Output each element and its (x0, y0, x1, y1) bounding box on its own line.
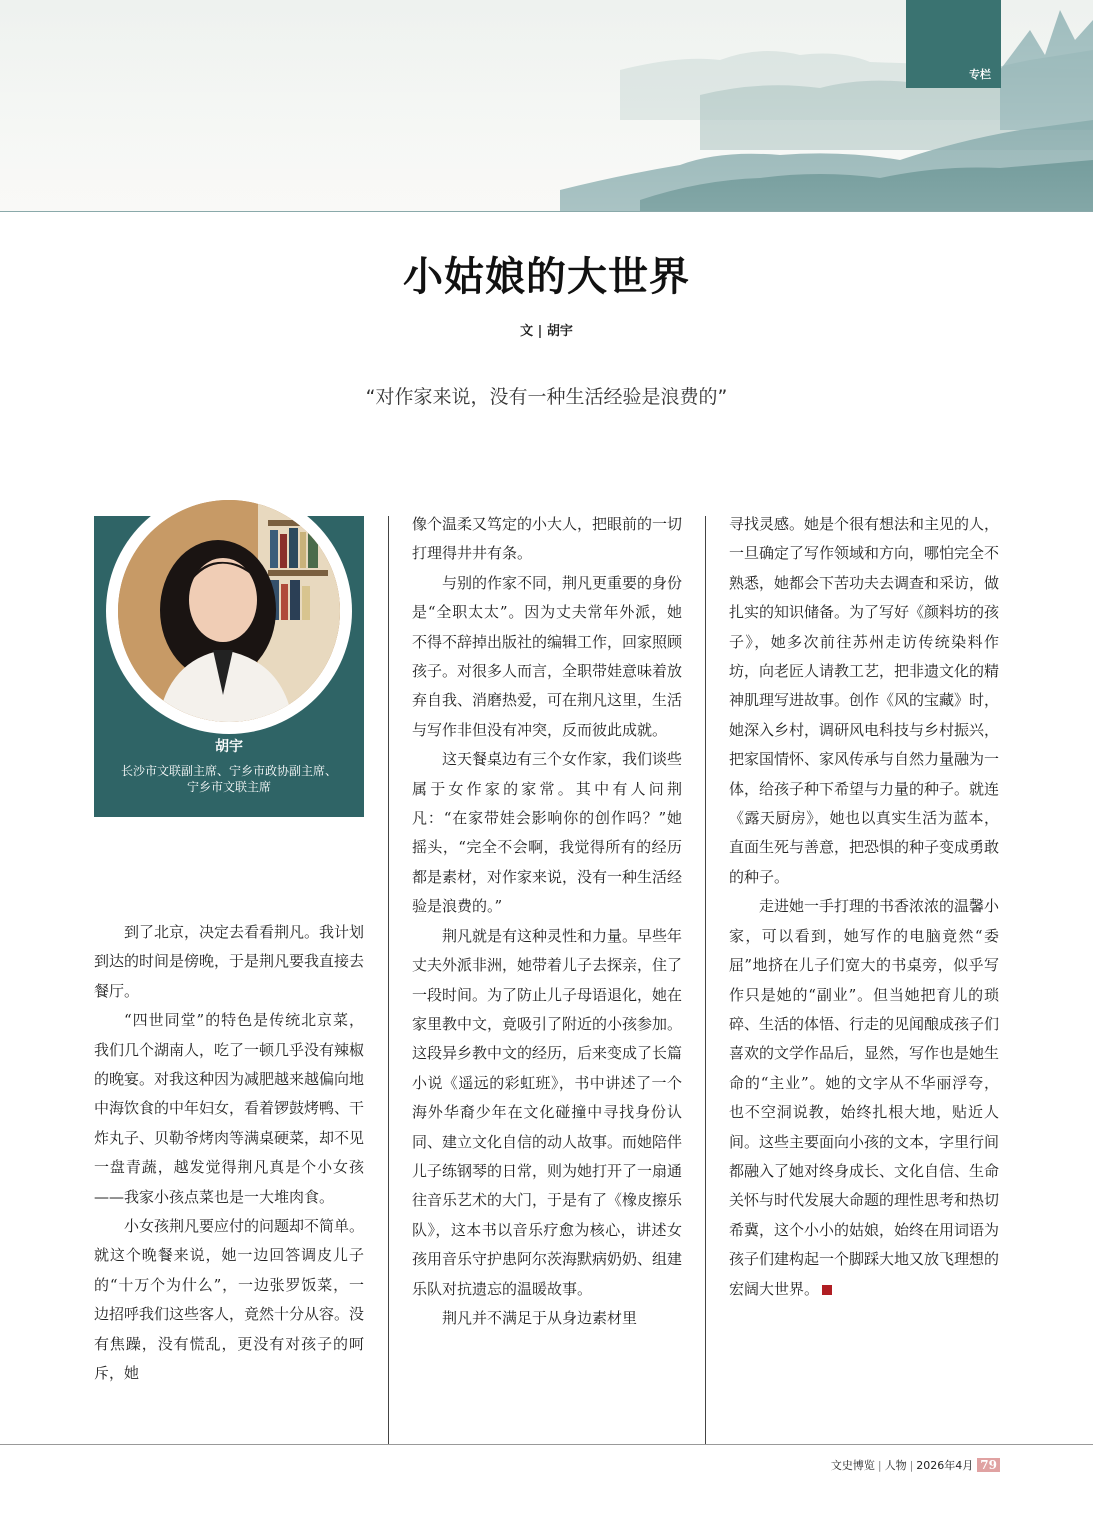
column-divider (705, 516, 706, 1444)
end-mark-icon (822, 1285, 832, 1295)
issue-date: 2026年4月 (916, 1459, 974, 1472)
paragraph: 到了北京，决定去看看荆凡。我计划到达的时间是傍晚，于是荆凡要我直接去餐厅。 (94, 923, 365, 1000)
pull-quote: “对作家来说，没有一种生活经验是浪费的” (365, 386, 728, 408)
paragraph: 荆凡并不满足于从身边素材里 (442, 1308, 638, 1327)
page-footer: 文史博览 | 人物 | 2026年4月 79 (780, 1457, 1000, 1473)
author-role-line: 长沙市文联副主席、宁乡市政协副主席、 (120, 764, 337, 778)
author-name: 胡宇 (215, 739, 243, 755)
paragraph-text: 走进她一手打理的书香浓浓的温馨小家，可以看到，她写作的电脑竟然“委屈”地挤在儿子们宽大的书桌旁，似乎写作只是她的“副业”。但当她把育儿的琐碎、生活的体悟、行走的见闻酿成孩子们喜欢的文学作品后，显然，写作也是她生命的“主业”。她的文字从不华丽浮夸，也不空洞说教，始终扎根大地，贴近人间。这些主要面向小孩的文本，字里行间都融入了她对终身成长、文化自信、生命关怀与时代发展大命题的理性思考和热切希冀，这个小小的姑娘，始终在用词语为孩子们建构起一个脚踩大地又放飞理想的宏阔大世界。 (729, 897, 1000, 1298)
paragraph: 像个温柔又笃定的小大人，把眼前的一切打理得井井有条。 (412, 515, 683, 563)
author-photo (118, 500, 340, 722)
paragraph: “四世同堂”的特色是传统北京菜，我们几个湖南人，吃了一顿几乎没有辣椒的晚宴。对我这种因为减肥越来越偏向地中海饮食的中年妇女，看着锣鼓烤鸭、干炸丸子、贝勒爷烤肉等满桌硬菜，却不见一盘青蔬，越发觉得荆凡真是个小女孩——我家小孩点菜也是一大堆肉食。 (94, 1011, 365, 1206)
author-role (94, 763, 364, 795)
section-name: 人物 (884, 1459, 907, 1472)
paragraph (729, 892, 999, 1304)
body-column-2 (412, 510, 682, 1333)
article-title: 小姑娘的大世界 (403, 254, 690, 300)
paragraph: 荆凡就是有这种灵性和力量。早些年丈夫外派非洲，她带着儿子去探亲，住了一段时间。为了防止儿子母语退化，她在家里教中文，竟吸引了附近的小孩参加。这段异乡教中文的经历，后来变成了长篇小说《遥远的彩虹班》，书中讲述了一个海外华裔少年在文化碰撞中寻找身份认同、建立文化自信的动人故事。而她陪伴儿子练钢琴的日常，则为她打开了一扇通往音乐艺术的大门，于是有了《橡皮擦乐队》，这本书以音乐疗愈为核心，讲述女孩用音乐守护患阿尔茨海默病奶奶、组建乐队对抗遗忘的温暖故事。 (412, 926, 683, 1298)
footer-rule (0, 1444, 1093, 1445)
paragraph: 寻找灵感。她是个很有想法和主见的人，一旦确定了写作领域和方向，哪怕完全不熟悉，她都会下苦功夫去调查和采访，做扎实的知识储备。为了写好《颜料坊的孩子》，她多次前往苏州走访传统染料作坊，向老匠人请教工艺，把非遗文化的精神肌理写进故事。创作《风的宝藏》时，她深入乡村，调研风电科技与乡村振兴，把家国情怀、家风传承与自然力量融为一体，给孩子种下希望与力量的种子。就连《露天厨房》，她也以真实生活为蓝本，直面生死与善意，把恐惧的种子变成勇敢的种子。 (729, 515, 1000, 886)
column-divider (388, 516, 389, 1444)
body-column-1 (94, 918, 364, 1389)
body-column-3 (729, 510, 999, 1304)
column-tag-label: 专栏 (969, 68, 991, 81)
paragraph: 这天餐桌边有三个女作家，我们谈些属于女作家的家常。其中有人问荆凡：“在家带娃会影响你的创作吗？”她摇头，“完全不会啊，我觉得所有的经历都是素材，对作家来说，没有一种生活经验是浪费的。” (412, 750, 683, 916)
paragraph: 与别的作家不同，荆凡更重要的身份是“全职太太”。因为丈夫常年外派，她不得不辞掉出版社的编辑工作，回家照顾孩子。对很多人而言，全职带娃意味着放弃自我、消磨热爱，可在荆凡这里，生活与写作非但没有冲突，反而彼此成就。 (412, 573, 683, 739)
author-role-line: 宁乡市文联主席 (186, 780, 271, 794)
column-tag (906, 0, 1001, 88)
paragraph: 小女孩荆凡要应付的问题却不简单。就这个晚餐来说，她一边回答调皮儿子的“十万个为什么”，一边张罗饭菜，一边招呼我们这些客人，竟然十分从容。没有焦躁，没有慌乱，更没有对孩子的呵斥，她 (94, 1217, 365, 1383)
banner-divider (0, 211, 1093, 212)
magazine-name: 文史博览 (830, 1459, 875, 1472)
page-number: 79 (977, 1458, 1000, 1472)
article-byline: 文 | 胡宇 (520, 324, 573, 339)
